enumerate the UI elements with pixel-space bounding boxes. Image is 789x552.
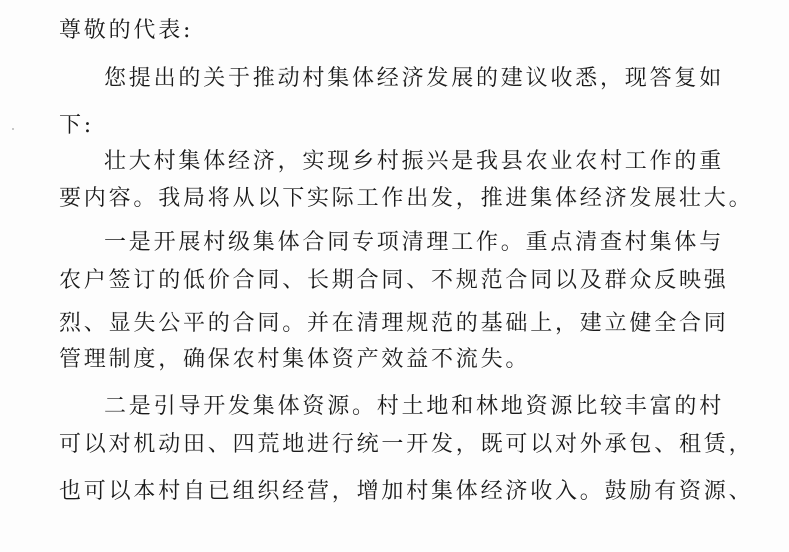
paragraph-line: 一是开展村级集体合同专项清理工作。重点清查村集体与	[104, 230, 725, 255]
paragraph-line: 管理制度，确保农村集体资产效益不流失。	[59, 347, 531, 372]
paragraph-line: 可以对机动田、四荒地进行统一开发，既可以对外承包、租赁，	[59, 432, 754, 457]
paragraph-line: 农户签订的低价合同、长期合同、不规范合同以及群众反映强	[59, 268, 729, 293]
paragraph-line: 烈、显失公平的合同。并在清理规范的基础上，建立健全合同	[59, 311, 729, 336]
paragraph-line: 壮大村集体经济，实现乡村振兴是我县农业农村工作的重	[104, 149, 725, 174]
paragraph-line: 也可以本村自已组织经营，增加村集体经济收入。鼓励有资源、	[59, 479, 754, 504]
paragraph-line: 二是引导开发集体资源。村土地和林地资源比较丰富的村	[104, 394, 725, 419]
paragraph-line: 下:	[59, 113, 95, 138]
scan-speck	[12, 128, 14, 130]
salutation: 尊敬的代表:	[59, 18, 194, 43]
paragraph-line: 您提出的关于推动村集体经济发展的建议收悉，现答复如	[104, 66, 725, 91]
paragraph-line: 要内容。我局将从以下实际工作出发，推进集体经济发展壮大。	[59, 186, 754, 211]
